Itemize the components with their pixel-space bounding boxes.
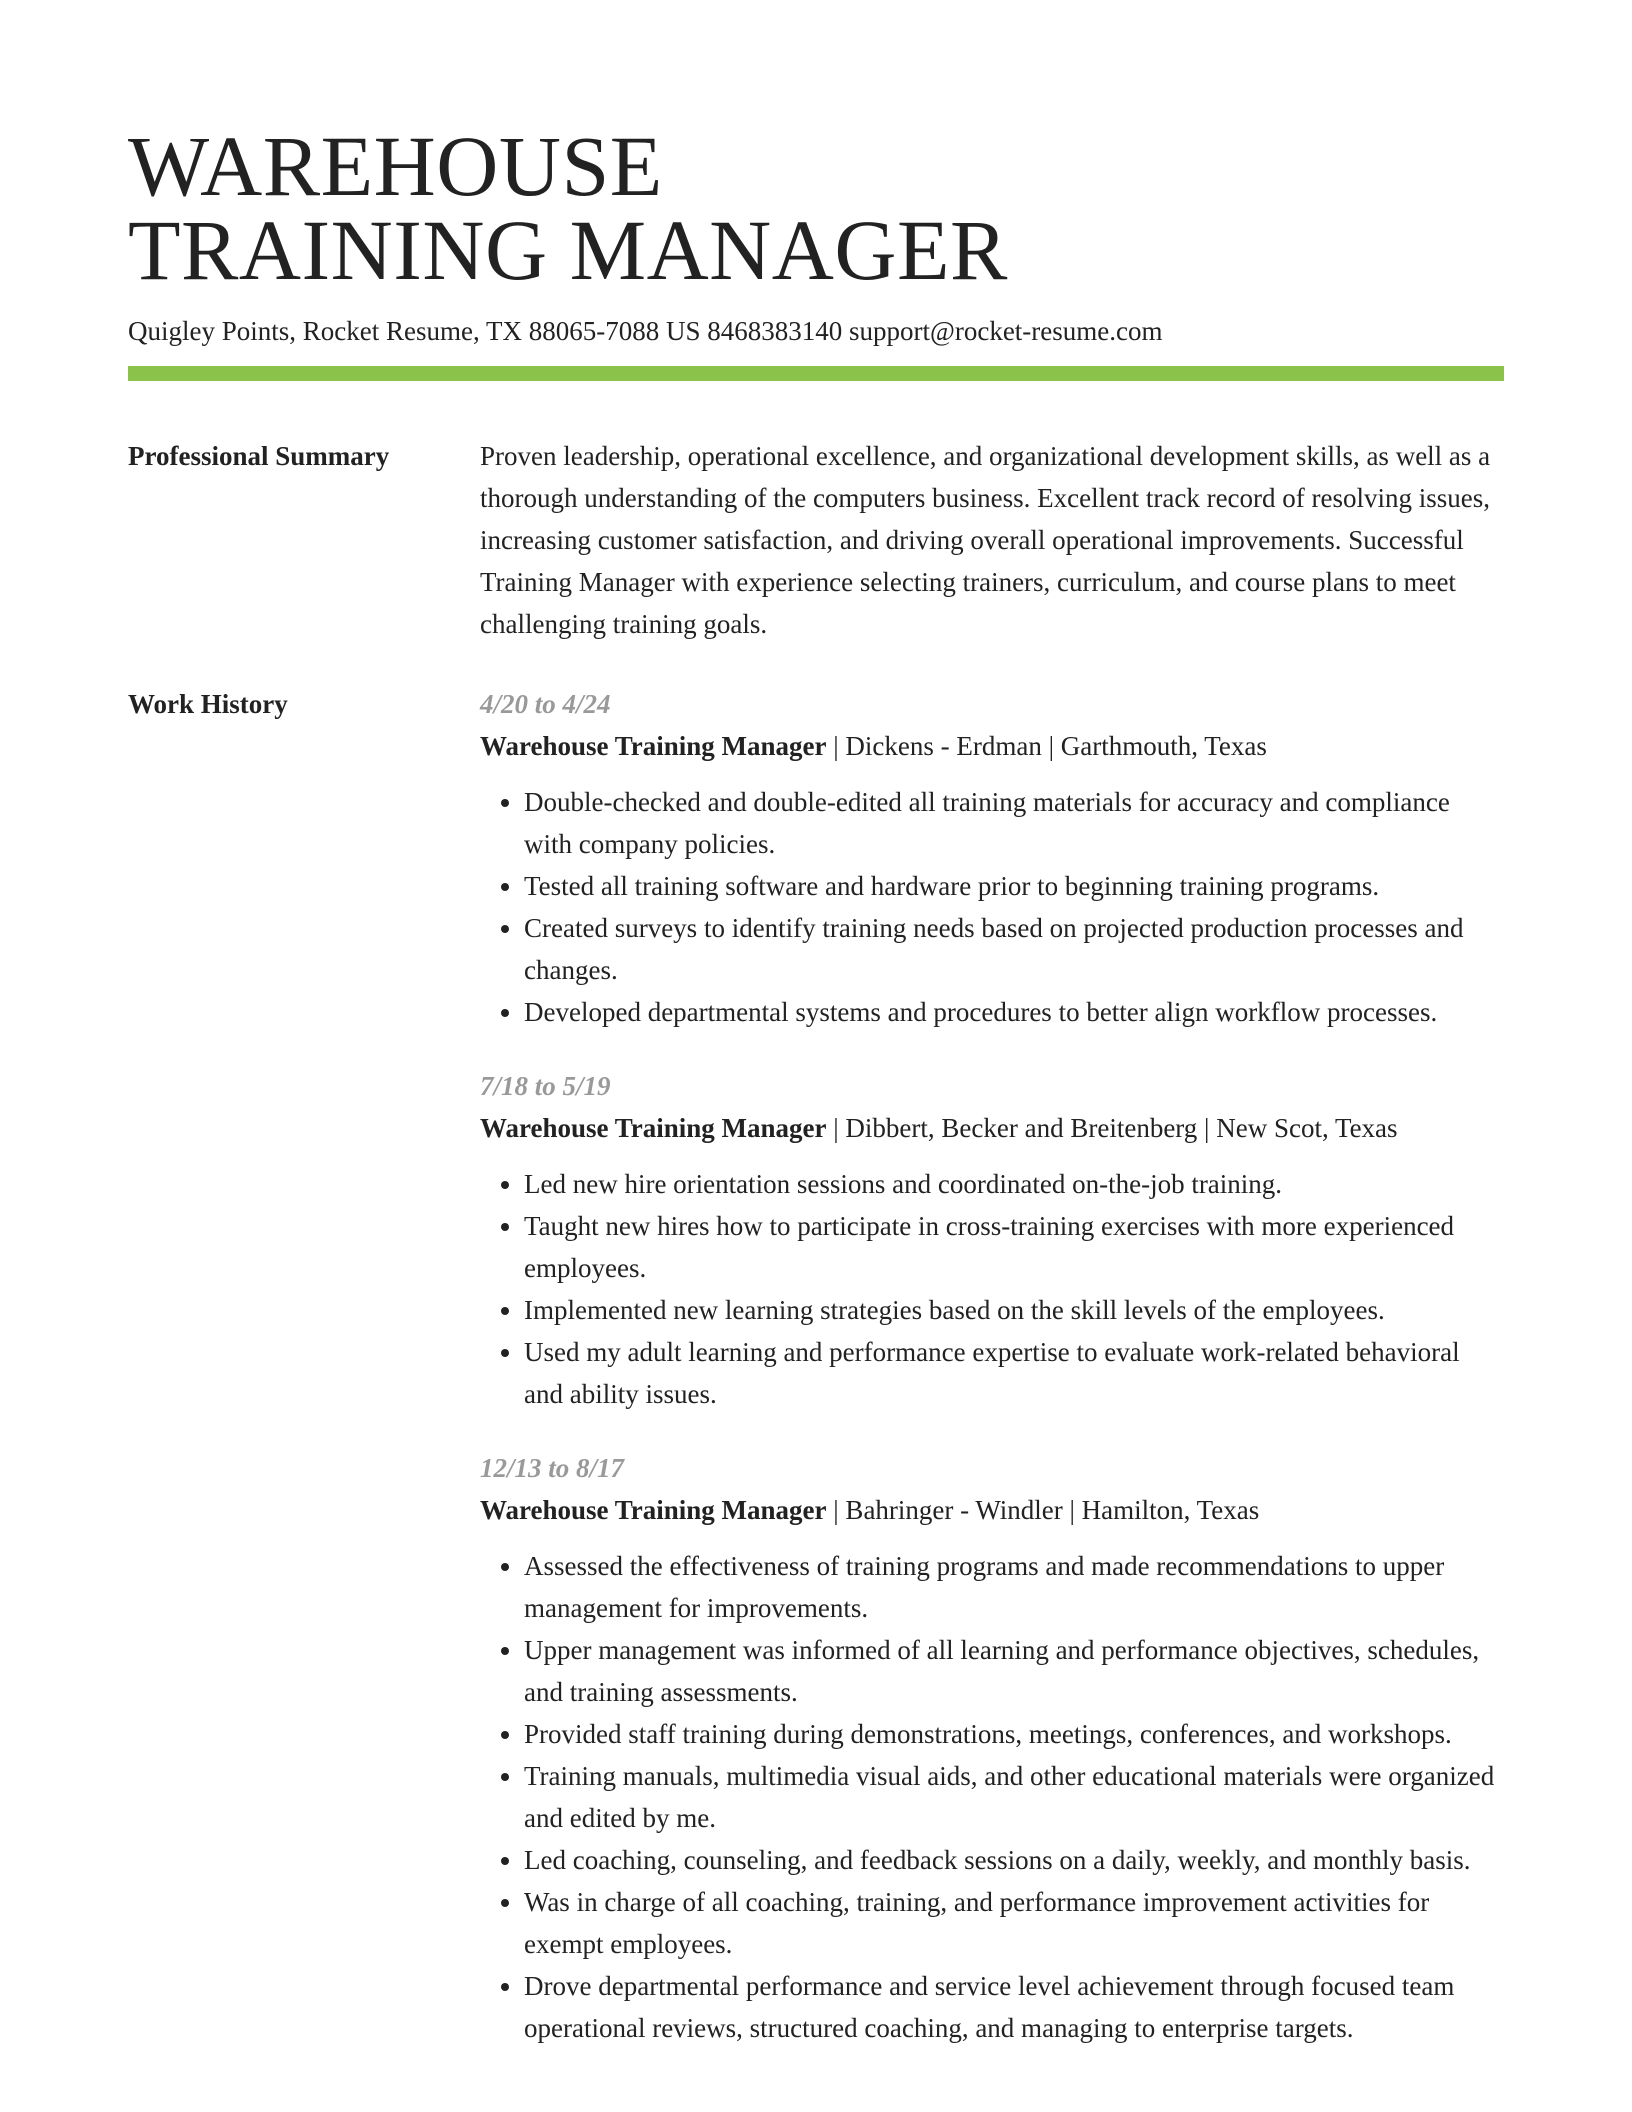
summary-text: Proven leadership, operational excellence, and organizational development skills, as well as a thorough understanding of the computers business. Excellent track record of resolving issues, increasing customer satisfaction, and driving overall operational improvements. Successful Training Manager with experience selecting trainers, curriculum, and course plans to meet challenging training goals.: [480, 441, 1491, 639]
job-bullet: • Tested all training software and hardware prior to beginning training programs.: [524, 865, 1504, 907]
job-entry: [480, 1065, 1504, 1415]
job-bullet-list: [480, 1163, 1504, 1415]
job-bullet: • Developed departmental systems and procedures to better align workflow processes.: [524, 991, 1504, 1033]
job-bullet: • Upper management was informed of all learning and performance objectives, schedules, and training assessments.: [524, 1629, 1504, 1713]
job-dates: 12/13 to 8/17: [480, 1453, 625, 1483]
resume-name: [128, 118, 1504, 298]
job-bullet: • Created surveys to identify training needs based on projected production processes and changes.: [524, 907, 1504, 991]
job-header: [480, 1489, 1504, 1531]
job-entry: [480, 683, 1504, 1033]
job-bullet: • Taught new hires how to participate in cross-training exercises with more experienced employees.: [524, 1205, 1504, 1289]
job-bullet: • Drove departmental performance and service level achievement through focused team operational reviews, structured coaching, and managing to enterprise targets.: [524, 1965, 1504, 2049]
contact-info: Quigley Points, Rocket Resume, TX 88065-7088 US 8468383140 support@rocket-resume.com: [128, 316, 1163, 346]
name-line-2: TRAINING MANAGER: [128, 202, 1008, 298]
work-history-section: [128, 683, 1504, 2081]
job-bullet: • Provided staff training during demonstrations, meetings, conferences, and workshops.: [524, 1713, 1504, 1755]
job-dates: 7/18 to 5/19: [480, 1071, 611, 1101]
professional-summary-section: [128, 435, 1504, 645]
accent-divider: [128, 366, 1504, 381]
job-entry: [480, 1447, 1504, 2049]
job-bullet: • Training manuals, multimedia visual aids, and other educational materials were organized and edited by me.: [524, 1755, 1504, 1839]
job-title: Warehouse Training Manager: [480, 731, 827, 761]
job-bullet: • Led new hire orientation sessions and coordinated on-the-job training.: [524, 1163, 1504, 1205]
job-title: Warehouse Training Manager: [480, 1113, 827, 1143]
name-line-1: WAREHOUSE: [128, 118, 663, 214]
job-header: [480, 1107, 1504, 1149]
job-bullet: • Assessed the effectiveness of training programs and made recommendations to upper management for improvements.: [524, 1545, 1504, 1629]
section-heading-summary: Professional Summary: [128, 441, 390, 471]
resume-page: [128, 118, 1504, 2081]
job-bullet: • Implemented new learning strategies based on the skill levels of the employees.: [524, 1289, 1504, 1331]
job-bullet: • Led coaching, counseling, and feedback sessions on a daily, weekly, and monthly basis.: [524, 1839, 1504, 1881]
job-bullet: • Was in charge of all coaching, training, and performance improvement activities for exempt employees.: [524, 1881, 1504, 1965]
job-bullet-list: [480, 781, 1504, 1033]
job-bullet: • Double-checked and double-edited all training materials for accuracy and compliance with company policies.: [524, 781, 1504, 865]
section-heading-work-history: Work History: [128, 689, 288, 719]
job-bullet-list: [480, 1545, 1504, 2049]
job-title: Warehouse Training Manager: [480, 1495, 827, 1525]
job-dates: 4/20 to 4/24: [480, 689, 611, 719]
job-details: | Dibbert, Becker and Breitenberg | New Scot, Texas: [826, 1113, 1398, 1143]
job-header: [480, 725, 1504, 767]
job-details: | Dickens - Erdman | Garthmouth, Texas: [826, 731, 1267, 761]
job-bullet: • Used my adult learning and performance expertise to evaluate work-related behavioral and ability issues.: [524, 1331, 1504, 1415]
job-details: | Bahringer - Windler | Hamilton, Texas: [826, 1495, 1260, 1525]
